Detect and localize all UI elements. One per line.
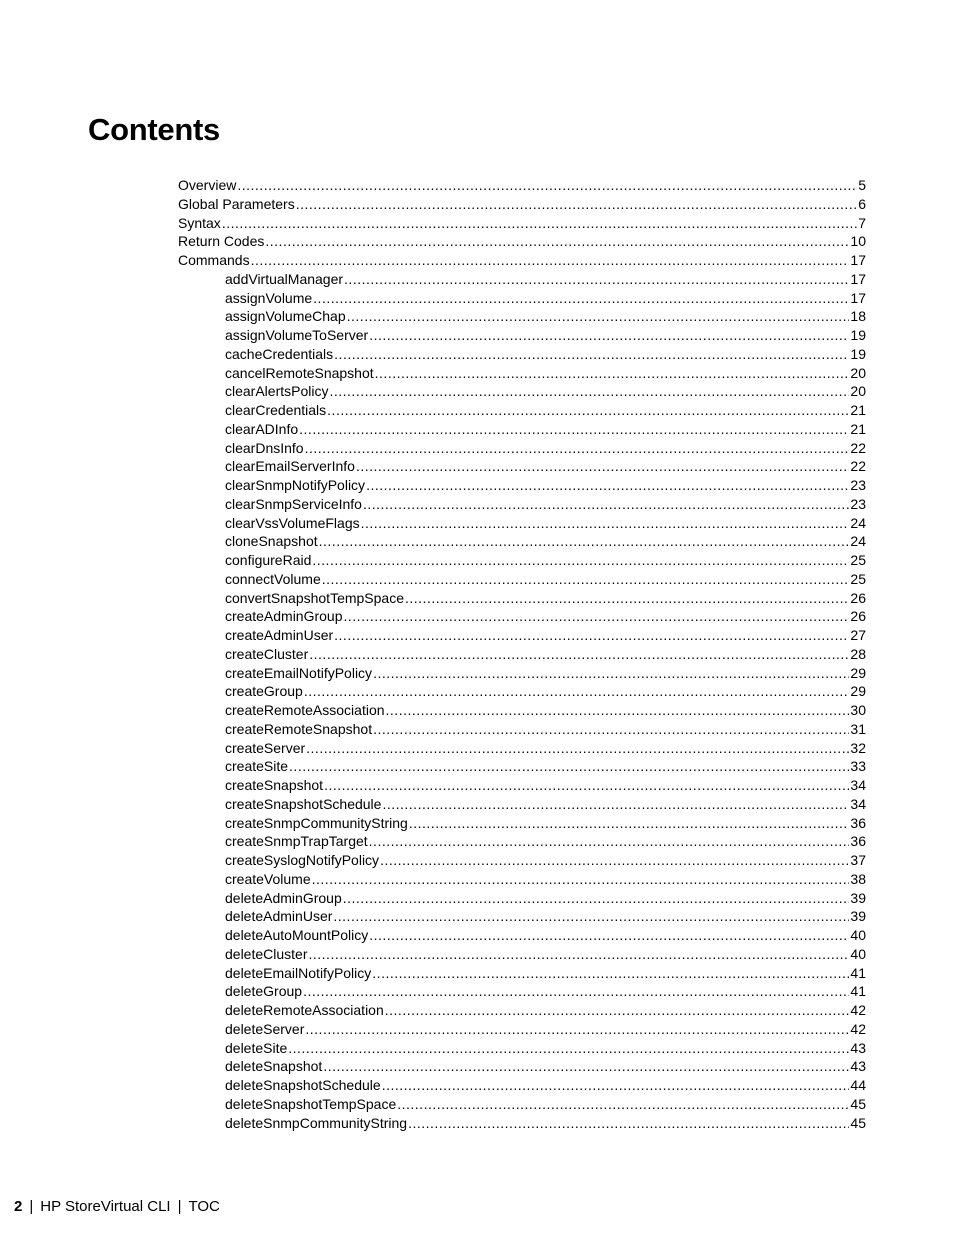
footer-product-name: HP StoreVirtual CLI bbox=[40, 1198, 171, 1215]
toc-entry-label: createAdminUser bbox=[225, 627, 334, 643]
footer-page-number: 2 bbox=[14, 1198, 23, 1215]
toc-dot-leader bbox=[222, 214, 857, 233]
toc-entry[interactable] bbox=[178, 814, 866, 833]
toc-entry-label: clearDnsInfo bbox=[225, 439, 304, 456]
toc-entry-label: deleteAutoMountPolicy bbox=[225, 927, 369, 943]
toc-entry[interactable] bbox=[178, 382, 866, 401]
toc-entry-page-number: 23 bbox=[850, 477, 866, 493]
toc-entry-label: clearADInfo bbox=[225, 420, 299, 437]
toc-entry-label: createGroup bbox=[225, 683, 303, 700]
toc-dot-leader bbox=[319, 532, 850, 551]
toc-entry[interactable] bbox=[178, 1057, 866, 1076]
toc-entry-page-number: 5 bbox=[858, 177, 866, 193]
toc-entry[interactable] bbox=[178, 757, 866, 776]
toc-entry-page-number: 41 bbox=[850, 964, 866, 981]
toc-dot-leader bbox=[356, 457, 849, 476]
toc-entry-page-number: 36 bbox=[850, 814, 866, 831]
toc-dot-leader bbox=[344, 270, 849, 289]
toc-entry[interactable] bbox=[178, 457, 866, 476]
toc-entry-page-number: 38 bbox=[850, 870, 866, 887]
footer-separator: | bbox=[177, 1198, 182, 1215]
table-of-contents bbox=[178, 176, 866, 1132]
toc-dot-leader bbox=[343, 889, 850, 908]
toc-entry[interactable] bbox=[178, 889, 866, 908]
toc-entry-label: clearSnmpNotifyPolicy bbox=[225, 477, 366, 493]
toc-entry-label: cacheCredentials bbox=[225, 345, 334, 362]
toc-entry-page-number: 29 bbox=[850, 683, 866, 700]
toc-entry[interactable] bbox=[178, 289, 866, 308]
toc-entry-label: clearEmailServerInfo bbox=[225, 458, 355, 475]
toc-entry[interactable] bbox=[178, 870, 866, 889]
toc-entry-label: Overview bbox=[178, 177, 237, 193]
toc-dot-leader bbox=[382, 795, 849, 814]
toc-entry[interactable] bbox=[178, 776, 866, 795]
toc-entry[interactable] bbox=[178, 589, 866, 608]
toc-entry-label: addVirtualManager bbox=[225, 270, 344, 287]
toc-entry-page-number: 20 bbox=[850, 383, 866, 400]
toc-entry[interactable] bbox=[178, 476, 866, 495]
toc-entry-label: deleteCluster bbox=[225, 945, 308, 962]
toc-entry-page-number: 29 bbox=[850, 664, 866, 681]
toc-entry-page-number: 22 bbox=[850, 458, 866, 475]
toc-entry-label: cancelRemoteSnapshot bbox=[225, 364, 374, 381]
toc-entry-page-number: 45 bbox=[850, 1114, 866, 1131]
toc-entry[interactable] bbox=[178, 514, 866, 533]
toc-entry-label: Return Codes bbox=[178, 233, 265, 250]
toc-entry-label: deleteGroup bbox=[225, 983, 303, 1000]
toc-entry[interactable] bbox=[178, 832, 866, 851]
toc-dot-leader bbox=[333, 907, 849, 926]
toc-dot-leader bbox=[289, 757, 849, 776]
toc-dot-leader bbox=[334, 345, 849, 364]
toc-entry[interactable] bbox=[178, 720, 866, 739]
toc-dot-leader bbox=[408, 1114, 849, 1133]
toc-entry[interactable] bbox=[178, 1095, 866, 1114]
toc-entry-page-number: 7 bbox=[858, 214, 866, 231]
toc-entry-page-number: 31 bbox=[850, 720, 866, 737]
toc-entry[interactable] bbox=[178, 251, 866, 270]
toc-entry-label: deleteAdminUser bbox=[225, 908, 333, 925]
toc-entry[interactable] bbox=[178, 1039, 866, 1058]
toc-entry-page-number: 26 bbox=[850, 589, 866, 606]
toc-dot-leader bbox=[309, 645, 849, 664]
toc-dot-leader bbox=[385, 1001, 850, 1020]
toc-dot-leader bbox=[375, 364, 850, 383]
toc-dot-leader bbox=[237, 176, 857, 195]
toc-dot-leader bbox=[299, 420, 849, 439]
toc-entry[interactable] bbox=[178, 964, 866, 983]
toc-entry-label: configureRaid bbox=[225, 552, 312, 568]
toc-entry-label: Global Parameters bbox=[178, 195, 295, 212]
toc-entry[interactable] bbox=[178, 307, 866, 326]
toc-dot-leader bbox=[361, 514, 850, 533]
toc-entry-label: deleteSnmpCommunityString bbox=[225, 1114, 408, 1131]
toc-entry-page-number: 23 bbox=[850, 495, 866, 512]
toc-entry-label: deleteSnapshotTempSpace bbox=[225, 1095, 397, 1112]
toc-entry-label: clearCredentials bbox=[225, 402, 327, 418]
toc-entry[interactable] bbox=[178, 982, 866, 1001]
toc-entry-page-number: 40 bbox=[850, 945, 866, 962]
toc-dot-leader bbox=[313, 289, 849, 308]
toc-entry-page-number: 40 bbox=[850, 927, 866, 943]
toc-entry-label: deleteSite bbox=[225, 1039, 288, 1056]
toc-entry[interactable] bbox=[178, 1001, 866, 1020]
toc-entry[interactable] bbox=[178, 439, 866, 458]
toc-entry-page-number: 22 bbox=[850, 439, 866, 456]
toc-entry-label: deleteServer bbox=[225, 1020, 305, 1037]
toc-entry-page-number: 20 bbox=[850, 364, 866, 381]
toc-entry-label: createSite bbox=[225, 758, 289, 775]
toc-dot-leader bbox=[373, 664, 849, 683]
toc-entry-page-number: 39 bbox=[850, 908, 866, 925]
toc-entry-page-number: 17 bbox=[850, 270, 866, 287]
toc-entry-label: createVolume bbox=[225, 870, 311, 887]
toc-entry[interactable] bbox=[178, 401, 866, 420]
toc-entry-page-number: 6 bbox=[858, 195, 866, 212]
toc-entry-page-number: 30 bbox=[850, 702, 866, 718]
toc-dot-leader bbox=[288, 1039, 849, 1058]
toc-entry[interactable] bbox=[178, 345, 866, 364]
toc-dot-leader bbox=[306, 739, 849, 758]
toc-entry-label: createEmailNotifyPolicy bbox=[225, 664, 373, 681]
toc-dot-leader bbox=[324, 776, 849, 795]
toc-entry-page-number: 44 bbox=[850, 1077, 866, 1093]
toc-entry[interactable] bbox=[178, 701, 866, 720]
toc-entry-label: connectVolume bbox=[225, 570, 321, 587]
toc-entry-page-number: 21 bbox=[850, 420, 866, 437]
toc-entry[interactable] bbox=[178, 532, 866, 551]
toc-entry[interactable] bbox=[178, 664, 866, 683]
toc-entry-label: createServer bbox=[225, 739, 306, 756]
toc-entry-label: clearVssVolumeFlags bbox=[225, 514, 360, 531]
toc-dot-leader bbox=[397, 1095, 849, 1114]
toc-entry-label: assignVolumeToServer bbox=[225, 327, 369, 343]
toc-dot-leader bbox=[329, 382, 849, 401]
toc-dot-leader bbox=[312, 870, 850, 889]
toc-entry-page-number: 45 bbox=[850, 1095, 866, 1112]
toc-entry[interactable] bbox=[178, 176, 866, 195]
toc-dot-leader bbox=[305, 439, 850, 458]
toc-dot-leader bbox=[363, 495, 849, 514]
toc-entry-page-number: 24 bbox=[850, 514, 866, 531]
toc-dot-leader bbox=[327, 401, 849, 420]
toc-entry-label: assignVolume bbox=[225, 289, 313, 306]
toc-entry-page-number: 32 bbox=[850, 739, 866, 756]
toc-entry[interactable] bbox=[178, 551, 866, 570]
toc-entry[interactable] bbox=[178, 232, 866, 251]
toc-dot-leader bbox=[322, 570, 850, 589]
toc-entry-page-number: 21 bbox=[850, 402, 866, 418]
toc-entry-page-number: 34 bbox=[850, 777, 866, 793]
toc-dot-leader bbox=[369, 326, 849, 345]
toc-dot-leader bbox=[304, 682, 850, 701]
toc-dot-leader bbox=[344, 607, 850, 626]
footer-section-name: TOC bbox=[188, 1198, 220, 1215]
toc-dot-leader bbox=[366, 476, 849, 495]
toc-entry-label: deleteSnapshotSchedule bbox=[225, 1077, 381, 1093]
toc-entry-page-number: 17 bbox=[850, 252, 866, 268]
toc-dot-leader bbox=[386, 701, 850, 720]
toc-entry[interactable] bbox=[178, 945, 866, 964]
toc-dot-leader bbox=[265, 232, 849, 251]
toc-entry-label: createSnapshot bbox=[225, 777, 324, 793]
toc-dot-leader bbox=[309, 945, 850, 964]
toc-entry-label: cloneSnapshot bbox=[225, 533, 318, 550]
toc-entry[interactable] bbox=[178, 626, 866, 645]
toc-entry-page-number: 42 bbox=[850, 1002, 866, 1018]
toc-entry[interactable] bbox=[178, 907, 866, 926]
toc-entry[interactable] bbox=[178, 326, 866, 345]
toc-entry-page-number: 10 bbox=[850, 233, 866, 250]
toc-entry-page-number: 25 bbox=[850, 552, 866, 568]
toc-dot-leader bbox=[409, 814, 850, 833]
toc-entry-page-number: 33 bbox=[850, 758, 866, 775]
toc-entry[interactable] bbox=[178, 570, 866, 589]
toc-dot-leader bbox=[251, 251, 850, 270]
toc-entry-page-number: 39 bbox=[850, 889, 866, 906]
toc-dot-leader bbox=[347, 307, 850, 326]
toc-entry[interactable] bbox=[178, 214, 866, 233]
toc-entry[interactable] bbox=[178, 420, 866, 439]
toc-entry-page-number: 41 bbox=[850, 983, 866, 1000]
toc-entry-page-number: 43 bbox=[850, 1058, 866, 1075]
toc-entry-label: createRemoteSnapshot bbox=[225, 720, 373, 737]
toc-entry-page-number: 19 bbox=[850, 345, 866, 362]
toc-entry-label: createSnmpCommunityString bbox=[225, 814, 408, 831]
toc-entry[interactable] bbox=[178, 851, 866, 870]
toc-entry-label: createSnapshotSchedule bbox=[225, 795, 382, 812]
footer-separator: | bbox=[29, 1198, 34, 1215]
toc-entry-label: Commands bbox=[178, 252, 250, 268]
toc-entry[interactable] bbox=[178, 1114, 866, 1133]
toc-entry-page-number: 24 bbox=[850, 533, 866, 550]
page-title: Contents bbox=[88, 112, 220, 147]
toc-entry[interactable] bbox=[178, 607, 866, 626]
toc-entry[interactable] bbox=[178, 926, 866, 945]
toc-entry-page-number: 17 bbox=[850, 289, 866, 306]
toc-entry[interactable] bbox=[178, 739, 866, 758]
toc-entry[interactable] bbox=[178, 682, 866, 701]
toc-dot-leader bbox=[334, 626, 849, 645]
toc-entry-page-number: 18 bbox=[850, 308, 866, 325]
toc-entry-label: clearAlertsPolicy bbox=[225, 383, 329, 400]
toc-entry[interactable] bbox=[178, 795, 866, 814]
toc-entry[interactable] bbox=[178, 1020, 866, 1039]
toc-dot-leader bbox=[373, 720, 849, 739]
toc-entry[interactable] bbox=[178, 1076, 866, 1095]
toc-entry-page-number: 37 bbox=[850, 852, 866, 868]
toc-entry-page-number: 43 bbox=[850, 1039, 866, 1056]
toc-entry-label: deleteRemoteAssociation bbox=[225, 1002, 384, 1018]
toc-dot-leader bbox=[369, 832, 850, 851]
toc-entry-label: createSnmpTrapTarget bbox=[225, 833, 368, 850]
toc-entry[interactable] bbox=[178, 270, 866, 289]
toc-entry-page-number: 28 bbox=[850, 645, 866, 662]
toc-entry-page-number: 36 bbox=[850, 833, 866, 850]
toc-entry-label: createCluster bbox=[225, 645, 309, 662]
toc-entry-label: createSyslogNotifyPolicy bbox=[225, 852, 380, 868]
toc-entry-label: convertSnapshotTempSpace bbox=[225, 589, 404, 606]
toc-dot-leader bbox=[382, 1076, 850, 1095]
toc-dot-leader bbox=[405, 589, 849, 608]
page-footer bbox=[14, 1197, 220, 1217]
toc-entry[interactable] bbox=[178, 495, 866, 514]
toc-dot-leader bbox=[372, 964, 849, 983]
toc-dot-leader bbox=[369, 926, 849, 945]
toc-entry-label: createRemoteAssociation bbox=[225, 702, 385, 718]
toc-entry-page-number: 27 bbox=[850, 627, 866, 643]
toc-entry-label: Syntax bbox=[178, 214, 221, 231]
toc-entry-page-number: 19 bbox=[850, 327, 866, 343]
toc-entry-label: deleteSnapshot bbox=[225, 1058, 323, 1075]
toc-dot-leader bbox=[305, 1020, 849, 1039]
toc-dot-leader bbox=[380, 851, 849, 870]
toc-dot-leader bbox=[296, 195, 857, 214]
toc-dot-leader bbox=[323, 1057, 849, 1076]
toc-entry-label: assignVolumeChap bbox=[225, 308, 346, 325]
toc-dot-leader bbox=[303, 982, 849, 1001]
toc-entry-label: createAdminGroup bbox=[225, 608, 343, 625]
toc-entry-label: deleteAdminGroup bbox=[225, 889, 342, 906]
toc-entry-page-number: 42 bbox=[850, 1020, 866, 1037]
toc-dot-leader bbox=[312, 551, 849, 570]
toc-entry-page-number: 34 bbox=[850, 795, 866, 812]
toc-entry[interactable] bbox=[178, 645, 866, 664]
toc-entry[interactable] bbox=[178, 195, 866, 214]
toc-entry-page-number: 25 bbox=[850, 570, 866, 587]
toc-entry-label: clearSnmpServiceInfo bbox=[225, 495, 362, 512]
toc-entry[interactable] bbox=[178, 364, 866, 383]
toc-entry-page-number: 26 bbox=[850, 608, 866, 625]
toc-entry-label: deleteEmailNotifyPolicy bbox=[225, 964, 372, 981]
